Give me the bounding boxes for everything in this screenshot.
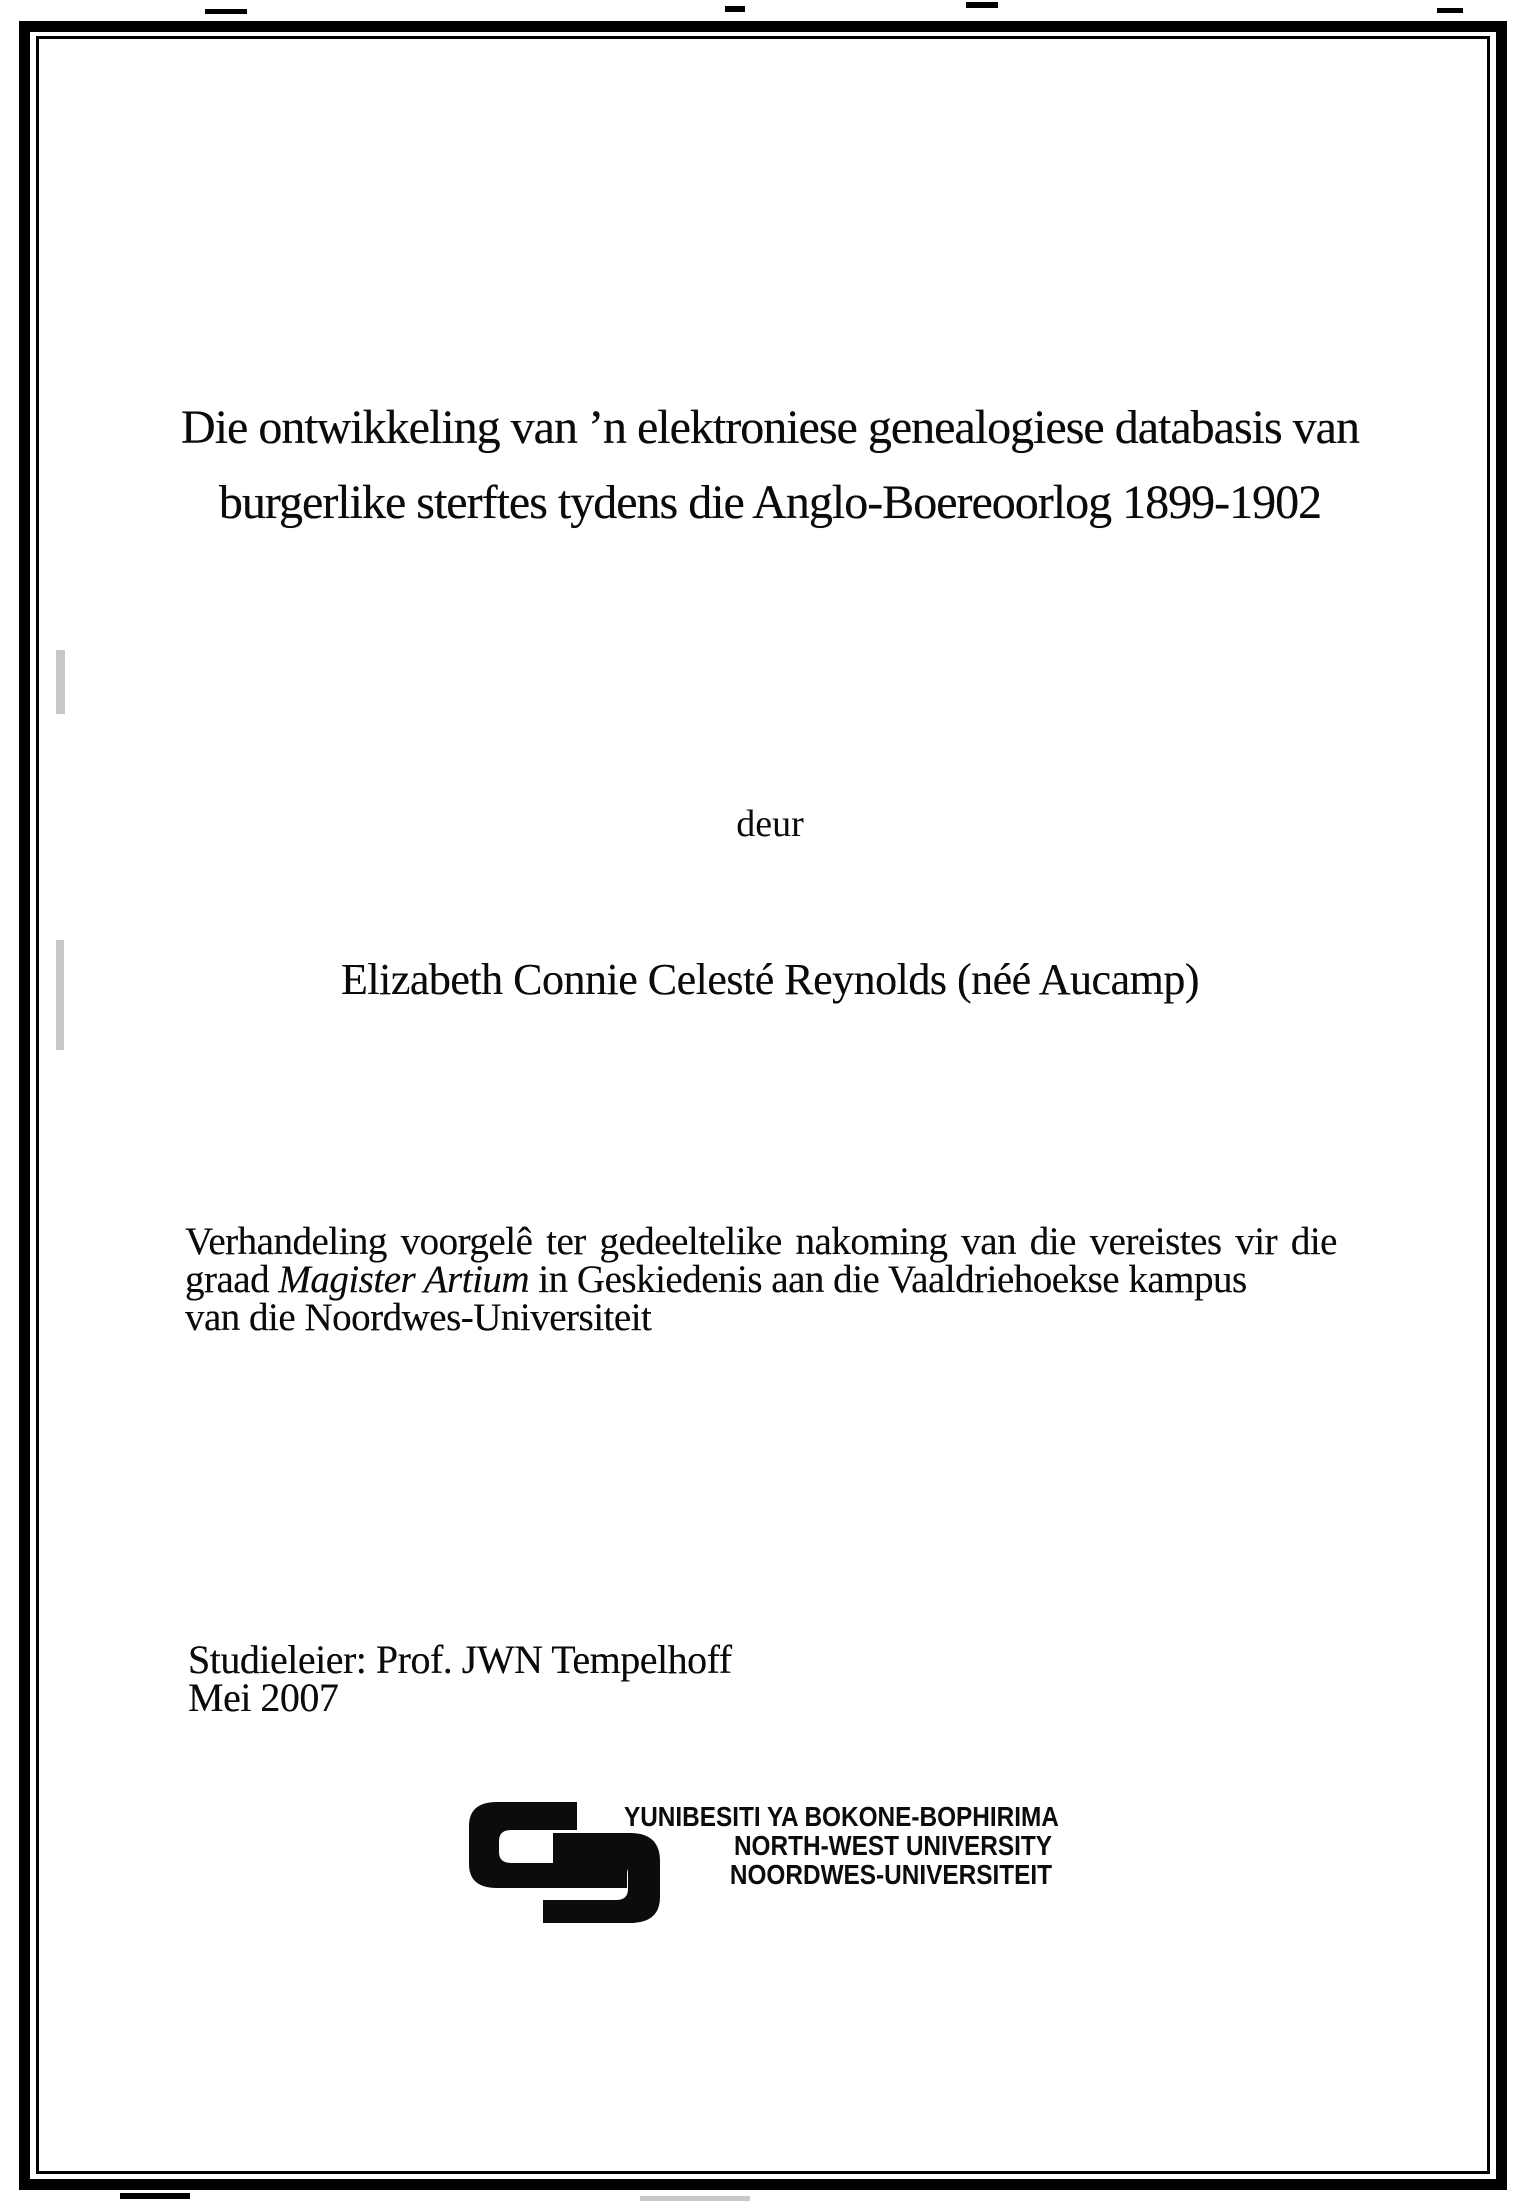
scan-artifact xyxy=(1437,8,1463,13)
statement-line-2 xyxy=(185,1258,1337,1301)
university-name-english: NORTH-WEST UNIVERSITY xyxy=(733,1830,1052,1861)
degree-name-italic: Magister Artium xyxy=(278,1258,530,1301)
submission-statement xyxy=(185,1220,1337,1339)
thesis-title-line-2: burgerlike sterftes tydens die Anglo-Boereoorlog 1899-1902 xyxy=(218,476,1322,529)
statement-line-3: van die Noordwes-Universiteit xyxy=(185,1296,652,1339)
statement-line-1: Verhandeling voorgelê ter gedeeltelike nakoming van die vereistes vir die xyxy=(185,1220,1337,1263)
author-name: Elizabeth Connie Celesté Reynolds (néé Aucamp) xyxy=(341,955,1199,1004)
scan-artifact xyxy=(640,2196,750,2201)
thesis-title xyxy=(60,390,1480,540)
byline: deur xyxy=(736,803,804,845)
thesis-title-line-1: Die ontwikkeling van ’n elektroniese genealogiese databasis van xyxy=(181,401,1359,454)
supervisor-block xyxy=(188,1637,732,1720)
scan-artifact xyxy=(205,9,247,14)
scan-artifact xyxy=(725,6,745,12)
statement-line-2-pre: graad xyxy=(185,1258,279,1301)
statement-line-2-post: in Geskiedenis aan die Vaaldriehoekse kampus xyxy=(529,1258,1247,1301)
university-name-afrikaans: NOORDWES-UNIVERSITEIT xyxy=(729,1859,1052,1890)
scan-artifact xyxy=(120,2193,190,2199)
university-name-setswana: YUNIBESITI YA BOKONE-BOPHIRIMA xyxy=(623,1801,1059,1832)
scan-artifact xyxy=(966,2,998,8)
scan-artifact xyxy=(56,650,65,714)
university-wordmark xyxy=(623,1801,1059,1890)
supervisor-line: Studieleier: Prof. JWN Tempelhoff xyxy=(188,1637,732,1682)
date-line: Mei 2007 xyxy=(188,1675,339,1720)
